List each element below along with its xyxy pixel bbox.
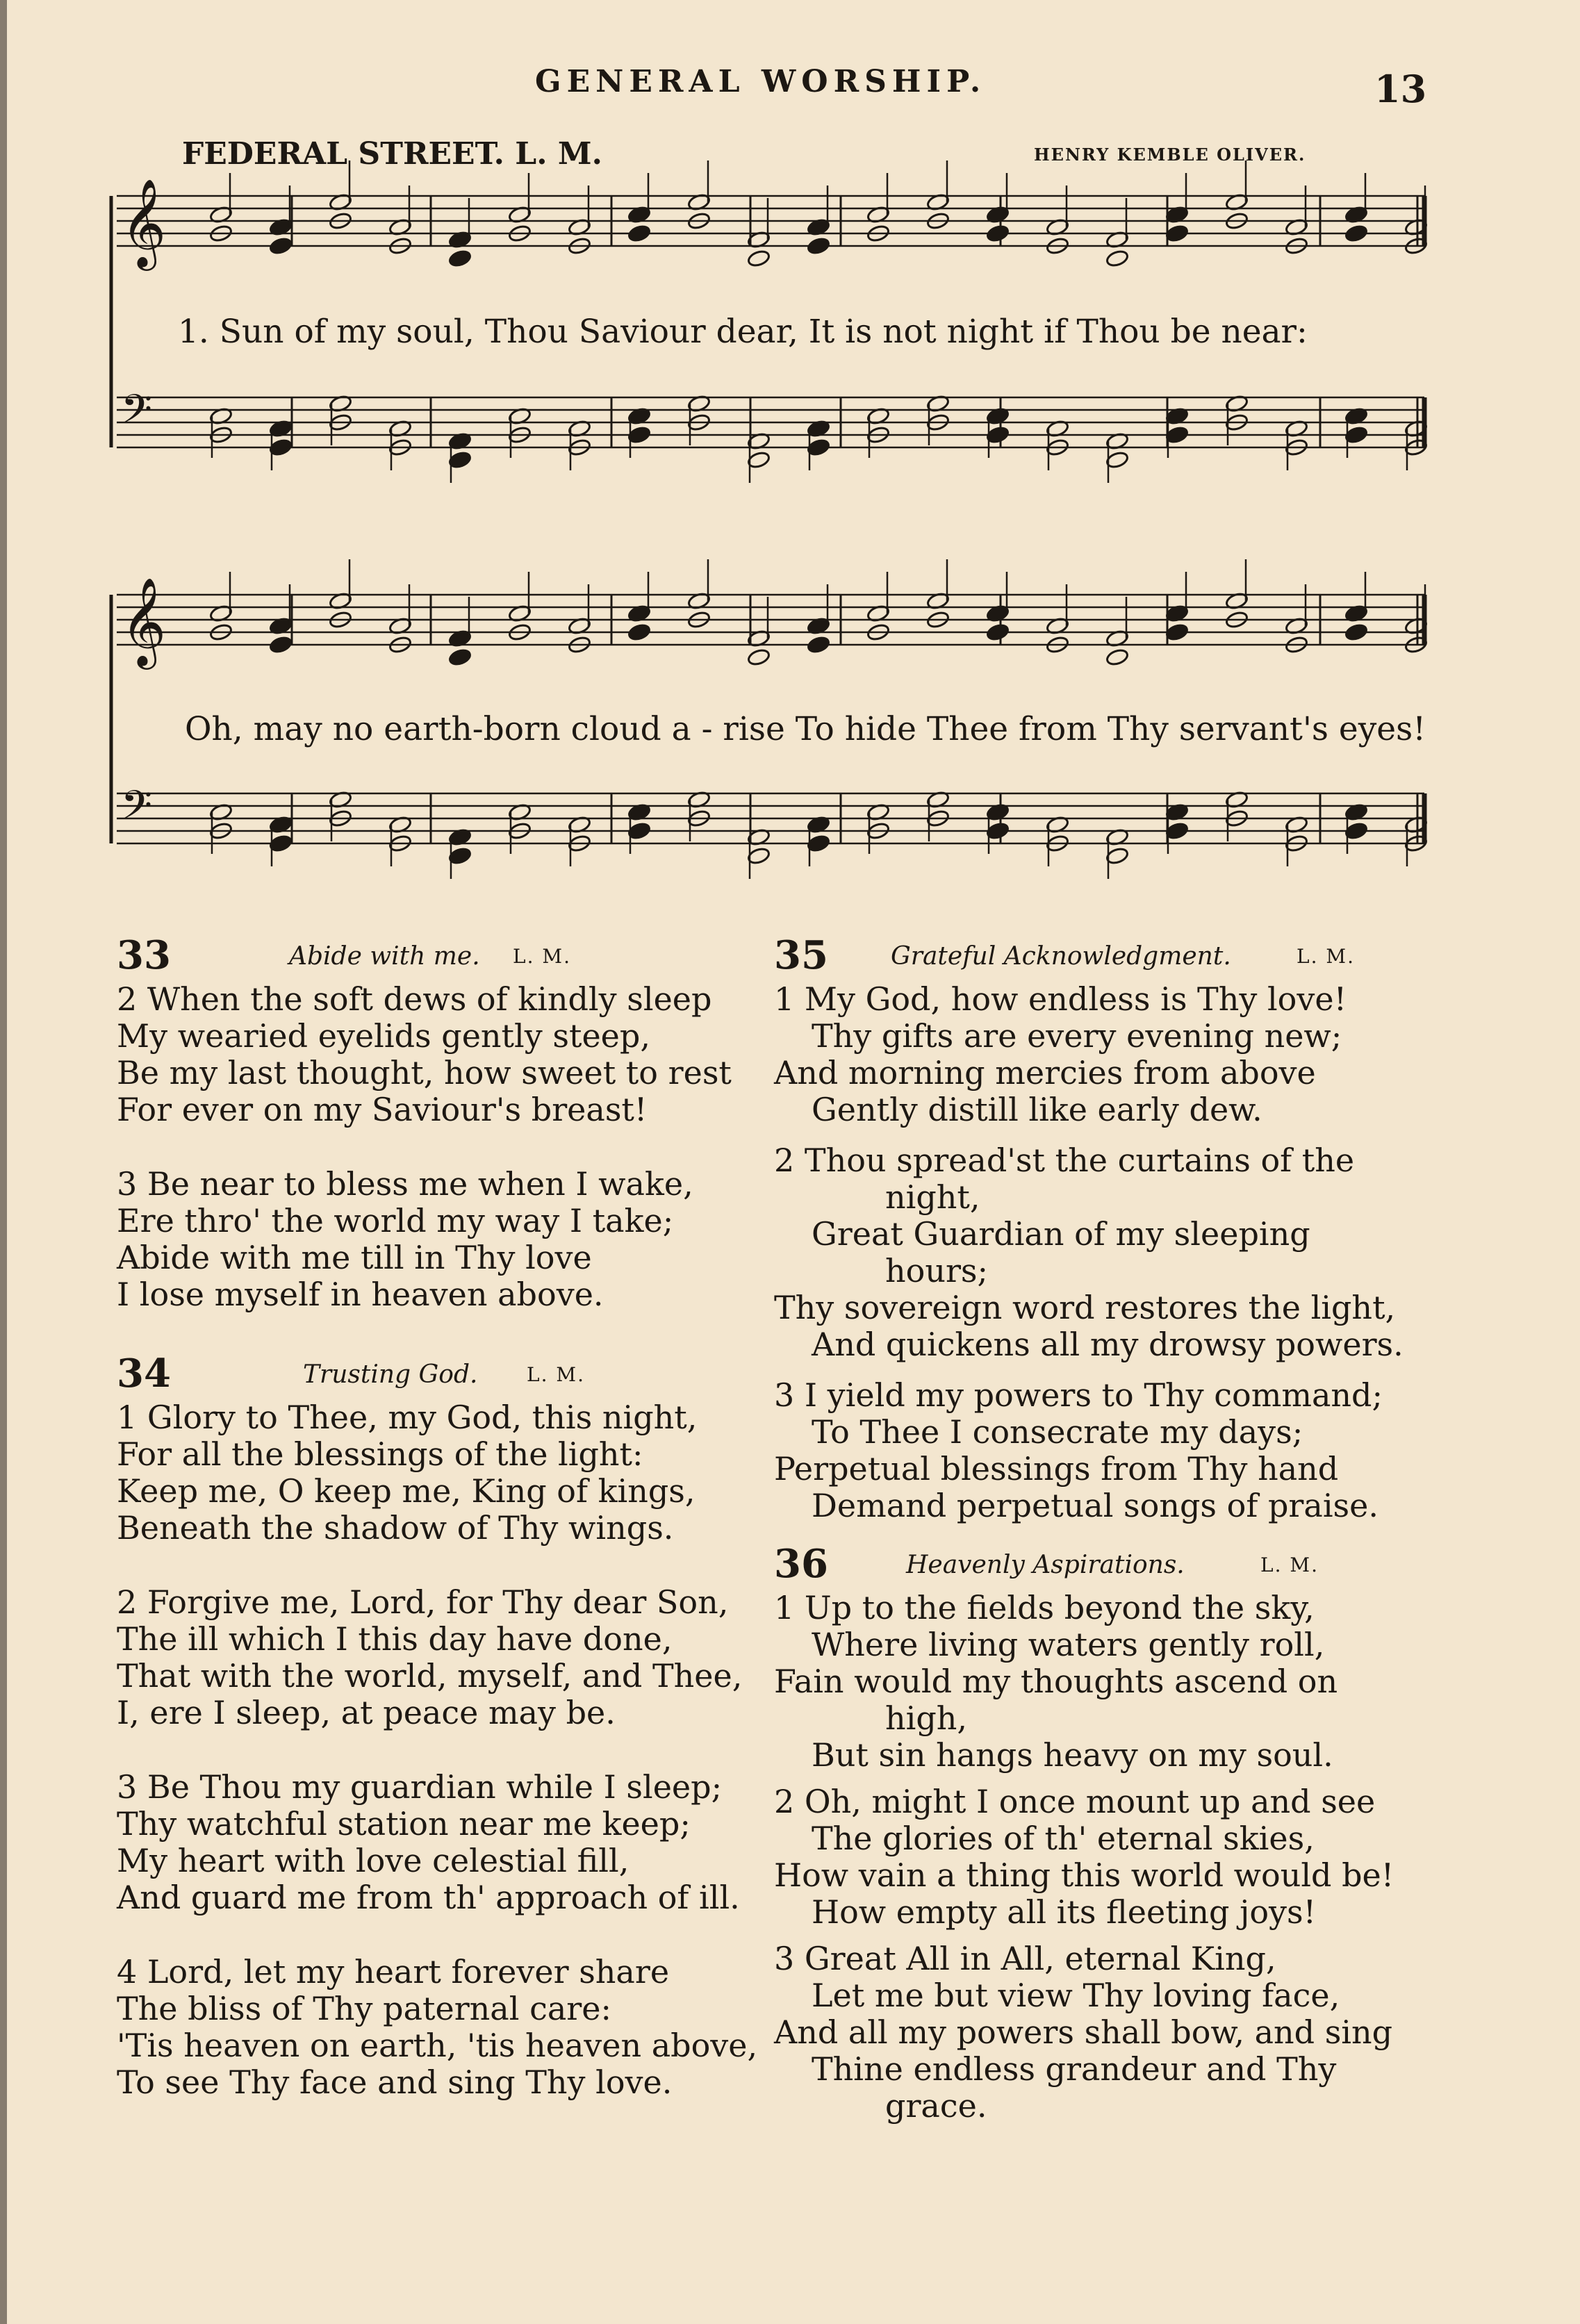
hymn-number: 34 [117, 1351, 171, 1396]
verse-line: And guard me from th' approach of ill. [117, 1879, 740, 1916]
verse-line: 1 My God, how endless is Thy love! [774, 980, 1347, 1018]
verse-line: I, ere I sleep, at peace may be. [117, 1694, 616, 1731]
verse-line: 1 Glory to Thee, my God, this night, [117, 1399, 698, 1436]
hymn-number: 35 [774, 932, 828, 978]
verse-line: high, [885, 1699, 968, 1737]
verse-line: Keep me, O keep me, King of kings, [117, 1472, 696, 1510]
verse-line: Great Guardian of my sleeping [812, 1215, 1310, 1253]
hymn-meter: L. M. [513, 945, 571, 968]
note-head [986, 224, 1010, 242]
note-head [448, 249, 472, 267]
verse [774, 981, 1441, 1128]
tune-title: FEDERAL STREET. L. M. [182, 136, 602, 172]
hymn-35-heading [774, 932, 1441, 981]
verse-line: 'Tis heaven on earth, 'tis heaven above, [117, 2027, 758, 2064]
verse-line: 3 Be Thou my guardian while I sleep; [117, 1768, 723, 1806]
note-head [1105, 648, 1129, 666]
hymn-title: Trusting God. [303, 1360, 478, 1389]
verse-line: 4 Lord, let my heart forever share [117, 1953, 670, 1991]
verse-line: Let me but view Thy loving face, [812, 1977, 1340, 2014]
hymn-meter: L. M. [527, 1363, 585, 1386]
verse-line: Gently distill like early dew. [812, 1091, 1262, 1128]
verse-line: Ere thro' the world my way I take; [117, 1202, 674, 1239]
note-head [1105, 249, 1129, 267]
note-head [807, 635, 830, 654]
left-column [117, 932, 770, 2138]
verse-line: Fain would my thoughts ascend on [774, 1663, 1338, 1700]
verse-line: To Thee I consecrate my days; [812, 1413, 1303, 1451]
verse-line: For ever on my Saviour's breast! [117, 1091, 648, 1128]
verse-line: Perpetual blessings from Thy hand [774, 1450, 1339, 1487]
hymn-number: 33 [117, 932, 171, 978]
treble-clef: 𝄞 [121, 178, 167, 267]
bass-clef: 𝄢 [121, 782, 153, 839]
verse [117, 1166, 770, 1313]
note-head [807, 236, 830, 255]
verse-line: Demand perpetual songs of praise. [812, 1487, 1379, 1524]
note-head [986, 623, 1010, 641]
verse [774, 1142, 1441, 1363]
verse [117, 1584, 770, 1731]
verse-line: How empty all its fleeting joys! [812, 1893, 1317, 1931]
lyric-line-2: Oh, may no earth-born cloud a - rise To hide Thee from Thy servant's eyes! [185, 710, 1426, 748]
note-head [1165, 623, 1189, 641]
note-head [269, 236, 293, 255]
note-head [627, 623, 651, 641]
verse-line: Abide with me till in Thy love [117, 1239, 592, 1276]
hymn-title: Abide with me. [289, 942, 480, 971]
note-head [1165, 224, 1189, 242]
note-head [269, 635, 293, 654]
verse-line: I lose myself in heaven above. [117, 1276, 604, 1313]
hymn-title: Grateful Acknowledgment. [891, 942, 1231, 971]
verse [774, 1377, 1441, 1524]
verse [774, 1783, 1441, 1931]
verse-line: 1 Up to the fields beyond the sky, [774, 1589, 1315, 1626]
music-notation [0, 0, 1580, 931]
note-head [1344, 623, 1368, 641]
verse-line: 2 Oh, might I once mount up and see [774, 1783, 1376, 1820]
verse-line: Beneath the shadow of Thy wings. [117, 1509, 674, 1547]
verse-line: 2 Forgive me, Lord, for Thy dear Son, [117, 1583, 729, 1621]
verse-line: grace. [885, 2087, 987, 2125]
note-head [627, 224, 651, 242]
verse-line: Be my last thought, how sweet to rest [117, 1054, 732, 1091]
hymn-meter: L. M. [1297, 945, 1355, 968]
verse-line: Thy watchful station near me keep; [117, 1805, 691, 1843]
hymn-36-heading [774, 1541, 1441, 1590]
hymn-meter: L. M. [1260, 1554, 1319, 1576]
hymn-title: Heavenly Aspirations. [906, 1551, 1185, 1579]
verse [774, 1940, 1441, 2125]
verse [117, 981, 770, 1128]
note-head [1344, 224, 1368, 242]
verse-line: 2 Thou spread'st the curtains of the [774, 1142, 1355, 1179]
verse-line: The bliss of Thy paternal care: [117, 1990, 611, 2027]
verse-line: My wearied eyelids gently steep, [117, 1017, 650, 1055]
lyric-line-1: 1. Sun of my soul, Thou Saviour dear, It is not night if Thou be near: [178, 313, 1308, 351]
composer-credit: HENRY KEMBLE OLIVER. [1034, 145, 1306, 165]
verse-line: And quickens all my drowsy powers. [812, 1326, 1404, 1363]
verse-line: 3 Be near to bless me when I wake, [117, 1165, 693, 1203]
verse-line: 3 Great All in All, eternal King, [774, 1940, 1276, 1977]
verse-line: To see Thy face and sing Thy love. [117, 2063, 673, 2101]
verse [774, 1590, 1441, 1774]
hymn-34-heading [117, 1351, 770, 1399]
verse-line: The ill which I this day have done, [117, 1620, 673, 1658]
verse-line: And all my powers shall bow, and sing [774, 2013, 1393, 2051]
verse [117, 1769, 770, 1916]
hymn-33-heading [117, 932, 770, 981]
note-head [747, 249, 771, 267]
verse-line: The glories of th' eternal skies, [812, 1820, 1315, 1857]
verse-line: 3 I yield my powers to Thy command; [774, 1376, 1383, 1414]
bass-clef: 𝄢 [121, 386, 153, 443]
verse [117, 1954, 770, 2101]
verse-line: And morning mercies from above [774, 1054, 1316, 1091]
verse-line: Thy gifts are every evening new; [812, 1017, 1342, 1055]
running-title: GENERAL WORSHIP. [535, 64, 987, 99]
note-head [448, 648, 472, 666]
verse-line: hours; [885, 1252, 989, 1289]
verse-line: My heart with love celestial fill, [117, 1842, 629, 1879]
note-head [747, 648, 771, 666]
verse-line: 2 When the soft dews of kindly sleep [117, 980, 712, 1018]
verse-line: Thy sovereign word restores the light, [774, 1289, 1396, 1326]
page-number: 13 [1374, 67, 1427, 111]
verse-line: Where living waters gently roll, [812, 1626, 1325, 1663]
treble-clef: 𝄞 [121, 577, 167, 666]
verse [117, 1399, 770, 1547]
verse-line: How vain a thing this world would be! [774, 1856, 1394, 1894]
verse-line: That with the world, myself, and Thee, [117, 1657, 743, 1695]
verse-line: For all the blessings of the light: [117, 1435, 643, 1473]
right-column [774, 932, 1441, 2162]
verse-line: Thine endless grandeur and Thy [812, 2050, 1337, 2088]
verse-line: night, [885, 1178, 980, 1216]
hymn-number: 36 [774, 1541, 828, 1587]
verse-line: But sin hangs heavy on my soul. [812, 1736, 1333, 1774]
